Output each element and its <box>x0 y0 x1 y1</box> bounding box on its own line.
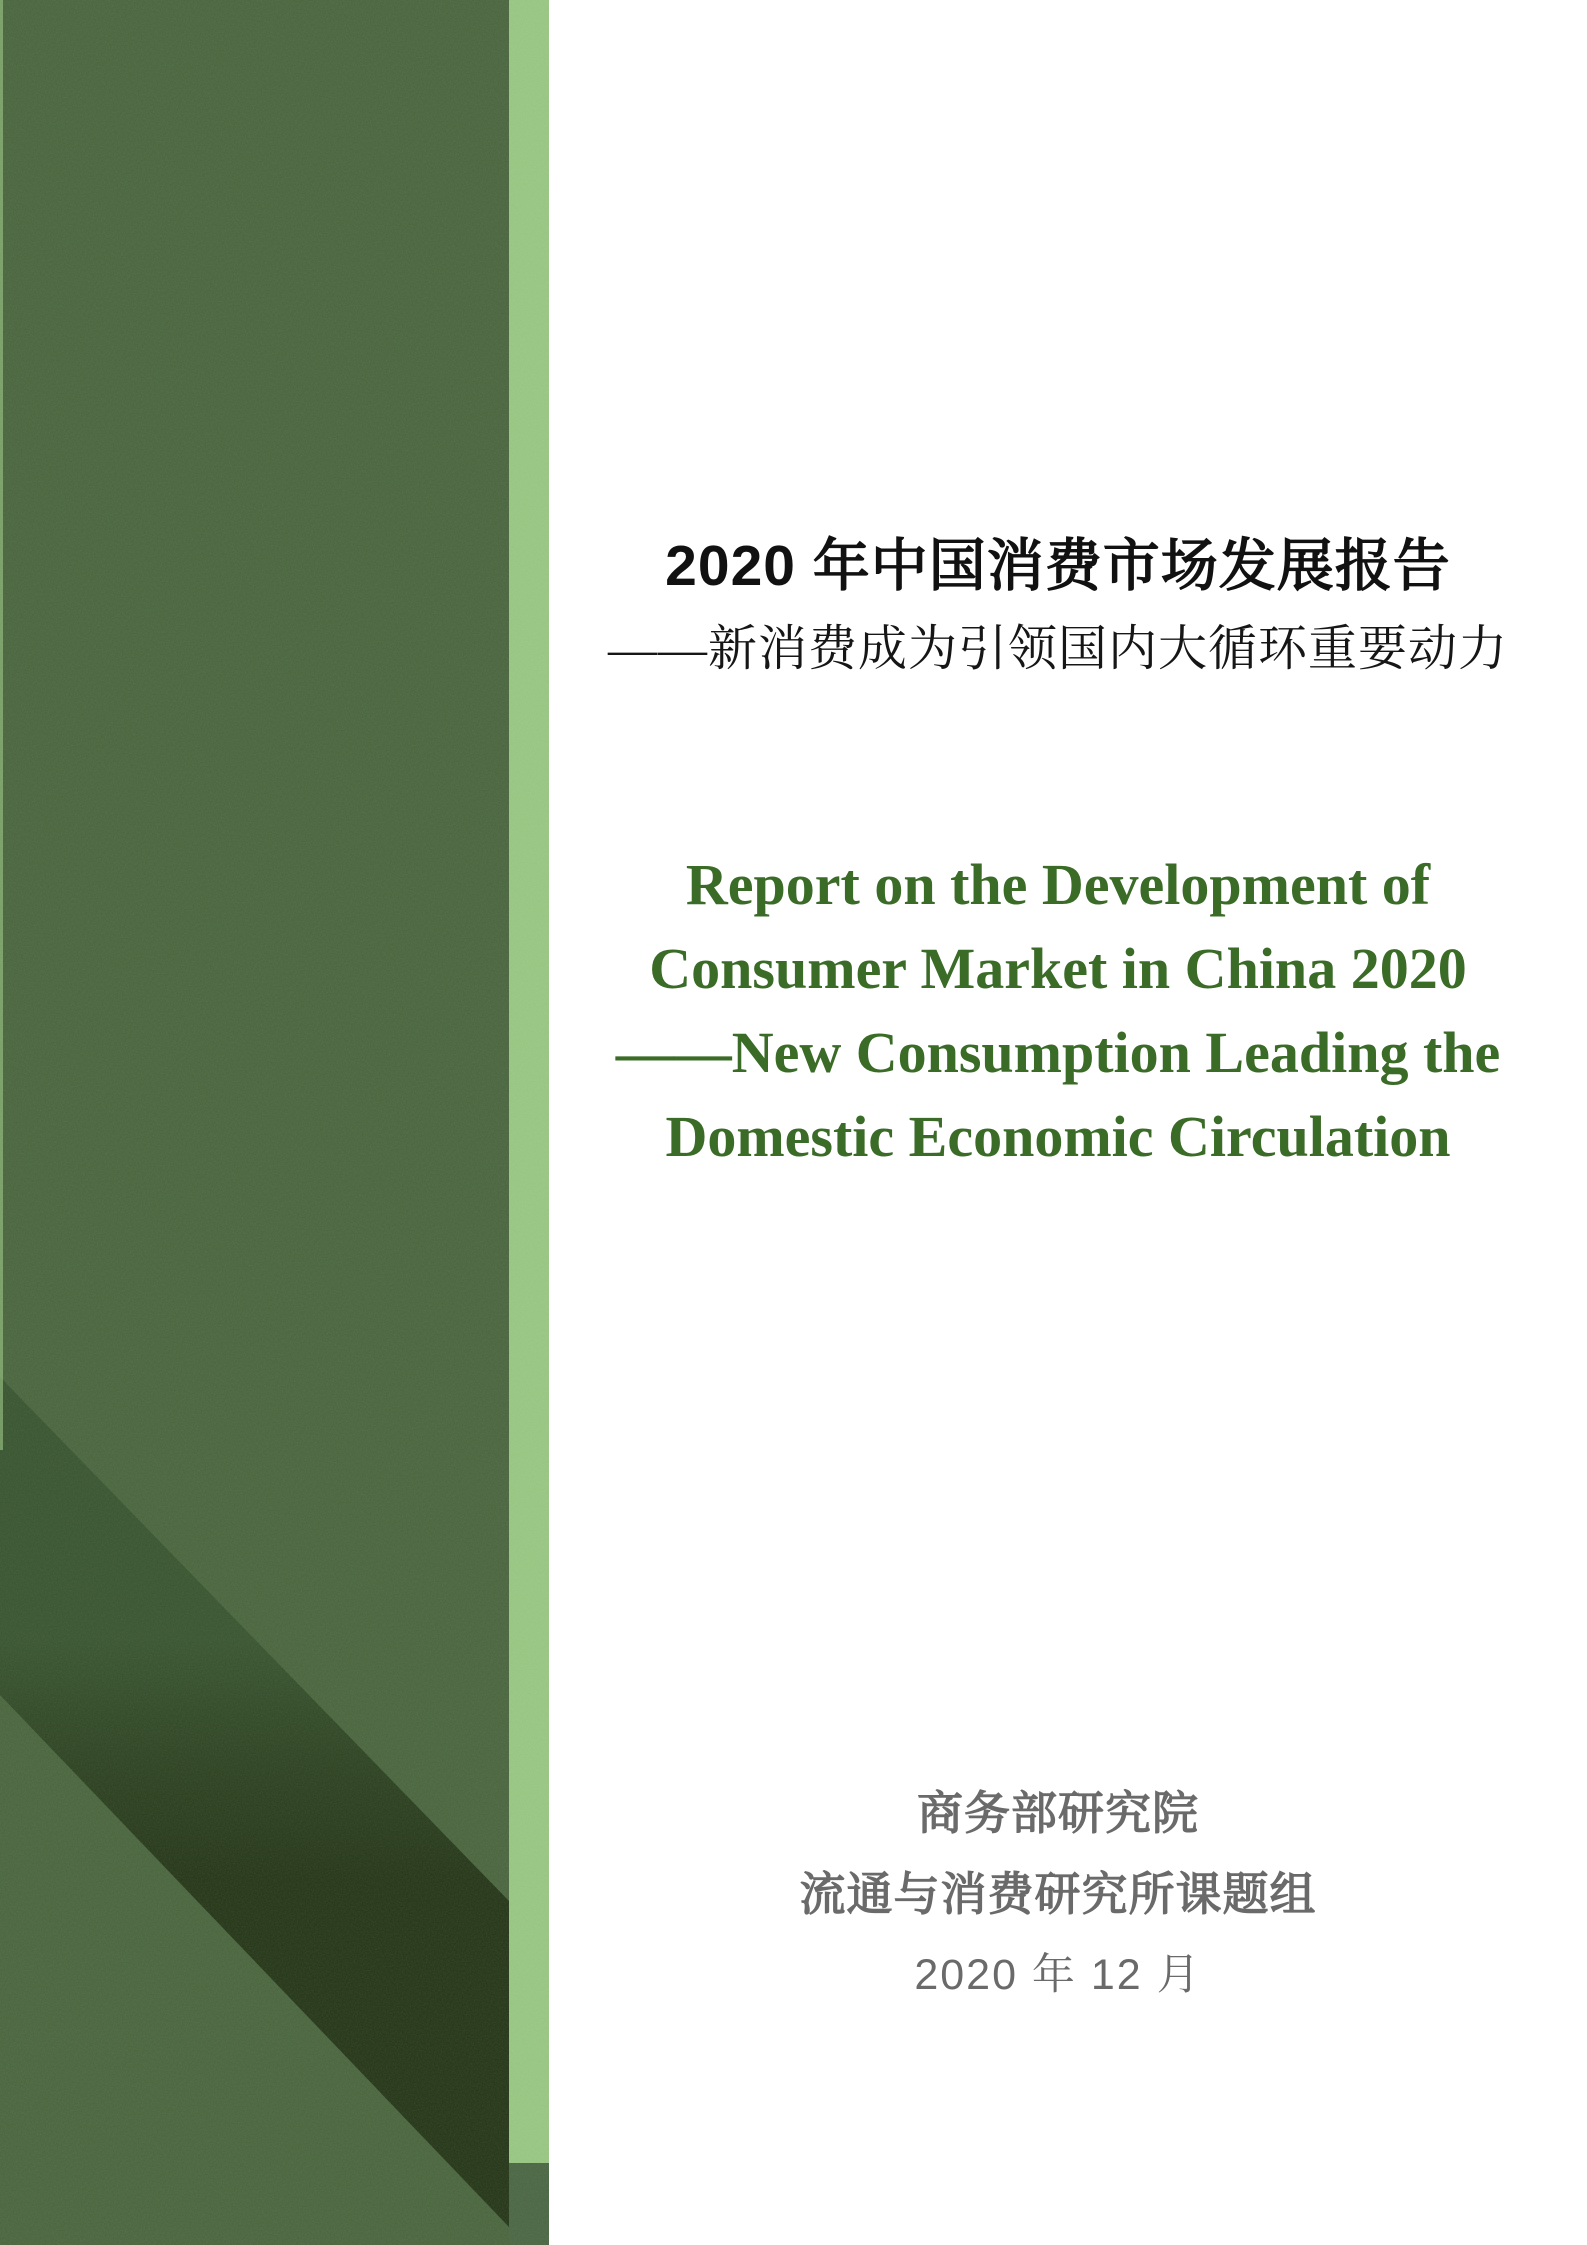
report-title-en-line-2: Consumer Market in China 2020 <box>649 936 1467 1001</box>
english-title-block <box>549 843 1567 1179</box>
report-title-zh: 2020 年中国消费市场发展报告 <box>665 534 1451 598</box>
report-title-en-line-1: Report on the Development of <box>685 852 1431 917</box>
report-title-en-line-4: Domestic Economic Circulation <box>665 1104 1451 1169</box>
chinese-title-block <box>549 522 1567 688</box>
publisher-block <box>549 1773 1567 2016</box>
report-title-en-line-3: ——New Consumption Leading the <box>615 1020 1501 1085</box>
publisher-department: 流通与消费研究所课题组 <box>799 1868 1317 1920</box>
publisher-organization: 商务部研究院 <box>917 1787 1199 1839</box>
publish-date: 2020 年 12 月 <box>914 1951 1202 1999</box>
cover-content <box>549 0 1587 2245</box>
cover-left-band <box>0 0 549 2245</box>
report-subtitle-zh: ——新消费成为引领国内大循环重要动力 <box>607 621 1508 676</box>
paper-grain-texture <box>0 0 549 2245</box>
